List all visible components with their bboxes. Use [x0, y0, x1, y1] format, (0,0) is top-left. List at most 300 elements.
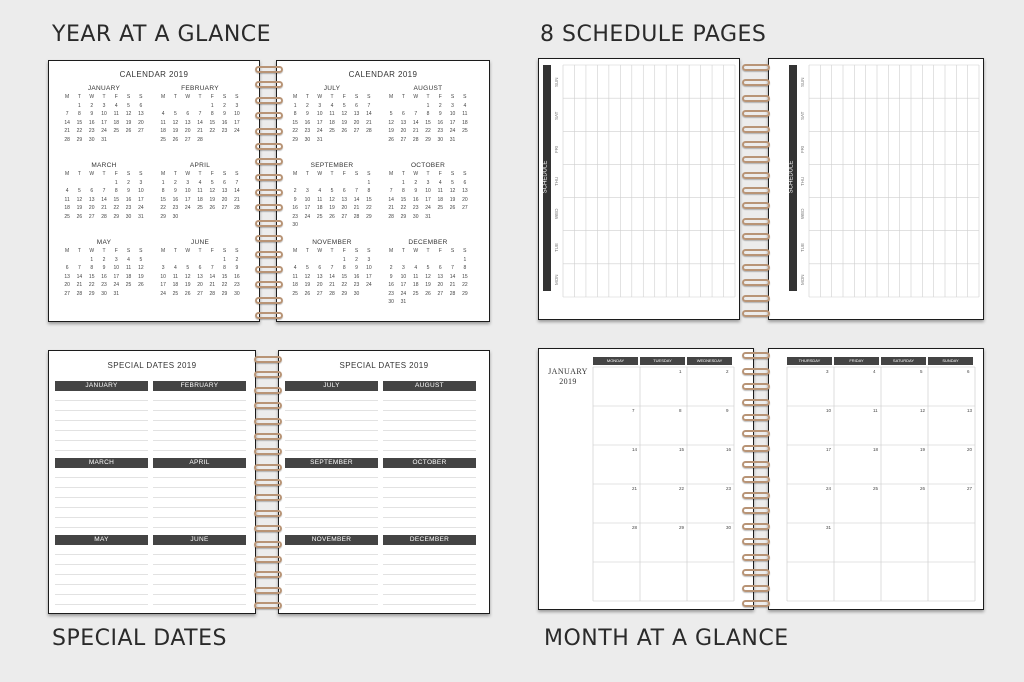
coil-ring [255, 112, 283, 119]
day-number: 13 [184, 119, 191, 126]
empty-day [157, 103, 169, 109]
day-number: 24 [138, 205, 144, 211]
weekday-header: S [450, 171, 455, 177]
special-dates-block [285, 458, 378, 528]
coil-ring [254, 356, 282, 363]
day-number: 17 [234, 119, 240, 126]
day-number: 5 [426, 265, 430, 271]
day-label: SAT [800, 111, 805, 120]
day-number: 6 [186, 111, 190, 117]
coil-ring [254, 433, 282, 440]
heading-schedule-pages: 8 SCHEDULE PAGES [540, 22, 767, 47]
day-number: 10 [160, 273, 166, 280]
day-number: 8 [78, 111, 81, 117]
day-number: 3 [367, 256, 371, 263]
day-number: 30 [172, 213, 179, 220]
empty-day [301, 257, 313, 263]
empty-day [169, 257, 181, 263]
day-number: 15 [113, 196, 120, 203]
month-header-bar: SEPTEMBER [285, 458, 378, 468]
day-number: 9 [389, 273, 393, 280]
month-header-bar: MAY [55, 535, 148, 545]
day-number: 16 [388, 282, 394, 288]
day-number: 23 [412, 205, 419, 211]
month-grid [539, 349, 754, 610]
writing-line [55, 498, 148, 508]
weekday-header: S [126, 248, 131, 254]
day-number: 31 [400, 299, 407, 305]
weekday-header-bar: SATURDAY [881, 357, 926, 365]
day-number: 16 [101, 273, 107, 280]
day-number: 15 [400, 196, 407, 203]
coil-ring [255, 143, 283, 150]
writing-line [55, 468, 148, 478]
day-number: 25 [64, 213, 70, 220]
special-dates-title-left: SPECIAL DATES 2019 [107, 361, 197, 370]
date-number: 4 [873, 369, 876, 374]
day-number: 9 [235, 265, 239, 271]
month-grid [61, 248, 147, 297]
day-number: 17 [184, 196, 191, 203]
day-number: 19 [425, 282, 431, 288]
month-header-bar: MARCH [55, 458, 148, 468]
day-number: 8 [293, 111, 297, 117]
coil-ring [742, 279, 770, 286]
weekday-header: S [367, 171, 371, 177]
schedule-label: SCHEDULE [542, 160, 549, 194]
day-number: 17 [113, 273, 120, 280]
day-number: 14 [366, 111, 372, 117]
date-number: 27 [967, 486, 973, 491]
day-number: 6 [355, 102, 358, 109]
day-number: 24 [160, 290, 166, 297]
day-number: 18 [172, 282, 179, 288]
day-number: 26 [209, 205, 216, 211]
month-name: APRIL [189, 162, 211, 169]
coil-ring [254, 587, 282, 594]
day-number: 2 [90, 102, 94, 109]
empty-day [194, 257, 206, 263]
day-number: 26 [425, 290, 431, 297]
day-number: 11 [413, 273, 419, 280]
weekday-header-bar: WEDNESDAY [687, 357, 732, 365]
empty-day [61, 180, 73, 186]
day-number: 29 [400, 213, 407, 220]
spiral-coil [252, 356, 284, 612]
month-name: DECEMBER [408, 239, 448, 246]
day-number: 29 [160, 213, 166, 220]
day-number: 6 [463, 179, 467, 186]
day-number: 2 [235, 256, 239, 263]
day-number: 30 [88, 136, 95, 143]
weekday-header: S [463, 171, 467, 177]
day-number: 25 [160, 136, 166, 143]
weekday-header: F [114, 171, 118, 177]
day-number: 8 [161, 188, 165, 194]
writing-line [153, 441, 246, 451]
day-number: 4 [174, 265, 177, 271]
day-number: 28 [388, 213, 394, 220]
weekday-header: F [114, 248, 118, 254]
day-number: 13 [462, 188, 468, 194]
day-number: 15 [88, 273, 95, 280]
weekday-header: T [77, 248, 81, 254]
weekday-header: S [367, 94, 371, 100]
day-number: 23 [437, 128, 444, 134]
day-number: 7 [102, 188, 106, 194]
day-number: 17 [316, 119, 323, 126]
day-number: 6 [402, 111, 405, 117]
month-name: OCTOBER [410, 162, 446, 169]
day-number: 10 [425, 188, 431, 194]
day-number: 21 [366, 119, 372, 126]
coil-ring [742, 399, 770, 406]
day-number: 3 [451, 102, 454, 109]
day-number: 2 [223, 102, 226, 109]
day-number: 8 [210, 111, 214, 117]
day-number: 12 [184, 273, 191, 280]
month-calendar [289, 162, 375, 228]
date-number: 22 [679, 486, 685, 491]
day-number: 10 [138, 188, 144, 194]
coil-ring [742, 352, 770, 359]
day-number: 10 [400, 273, 407, 280]
date-number: 16 [726, 447, 732, 452]
day-number: 16 [292, 205, 298, 211]
writing-line [153, 575, 246, 585]
day-number: 10 [234, 111, 240, 117]
day-number: 3 [402, 265, 405, 271]
coil-ring [254, 602, 282, 609]
day-number: 19 [388, 128, 394, 134]
writing-line [153, 421, 246, 431]
day-number: 12 [76, 196, 83, 203]
day-number: 22 [462, 282, 468, 288]
coil-ring [255, 266, 283, 273]
day-number: 14 [209, 273, 216, 280]
day-number: 27 [64, 290, 70, 297]
date-number: 11 [873, 408, 878, 413]
date-number: 23 [726, 486, 732, 491]
day-number: 8 [463, 265, 467, 271]
day-number: 20 [462, 196, 468, 203]
coil-ring [742, 295, 770, 302]
day-number: 17 [400, 282, 407, 288]
writing-line [285, 575, 378, 585]
day-number: 19 [76, 205, 83, 211]
day-number: 23 [304, 128, 311, 134]
day-number: 11 [292, 273, 298, 280]
day-number: 1 [367, 179, 371, 186]
empty-day [385, 257, 397, 263]
weekday-header: T [102, 94, 106, 100]
day-number: 3 [114, 256, 118, 263]
coil-ring [254, 371, 282, 378]
day-number: 4 [438, 179, 442, 186]
coil-ring [742, 414, 770, 421]
weekday-header: S [139, 248, 143, 254]
day-number: 6 [223, 179, 226, 186]
day-number: 5 [306, 265, 309, 271]
date-number: 6 [967, 369, 970, 374]
day-number: 19 [125, 119, 132, 126]
empty-day [434, 257, 446, 263]
month-grid [157, 248, 243, 297]
day-number: 24 [316, 128, 323, 134]
month-name: SEPTEMBER [310, 162, 354, 169]
day-number: 27 [197, 290, 203, 297]
day-number: 8 [90, 265, 94, 271]
month-header-bar: OCTOBER [383, 458, 476, 468]
day-number: 23 [388, 290, 394, 297]
day-number: 12 [425, 273, 431, 280]
day-number: 29 [341, 290, 348, 297]
day-number: 4 [463, 102, 467, 109]
day-number: 28 [64, 136, 70, 143]
day-number: 3 [161, 265, 165, 271]
weekday-header: S [222, 248, 227, 254]
day-number: 31 [113, 290, 120, 297]
empty-day [61, 103, 73, 109]
empty-day [86, 180, 98, 186]
special-dates-right-page [278, 350, 490, 614]
writing-line [285, 545, 378, 555]
day-number: 22 [425, 128, 431, 134]
day-number: 31 [449, 136, 456, 143]
coil-ring [254, 556, 282, 563]
weekday-header: T [77, 171, 81, 177]
writing-line [383, 545, 476, 555]
month-name: AUGUST [413, 85, 443, 92]
coil-ring [742, 95, 770, 102]
writing-line [383, 585, 476, 595]
empty-day [385, 103, 397, 109]
day-number: 25 [412, 290, 419, 297]
day-number: 16 [412, 196, 419, 203]
day-number: 15 [462, 273, 468, 280]
day-number: 15 [160, 196, 166, 203]
day-number: 6 [342, 188, 346, 194]
day-number: 5 [330, 188, 334, 194]
day-number: 23 [221, 128, 228, 134]
month-header-bar: APRIL [153, 458, 246, 468]
special-dates-title-right: SPECIAL DATES 2019 [339, 361, 429, 370]
day-number: 20 [184, 128, 191, 134]
day-number: 28 [76, 290, 83, 297]
coil-ring [742, 476, 770, 483]
day-number: 20 [221, 196, 228, 203]
day-number: 14 [101, 196, 107, 203]
empty-day [397, 103, 409, 109]
writing-line [383, 468, 476, 478]
day-number: 20 [64, 282, 70, 288]
month-year: 2019 [559, 377, 577, 386]
weekday-header: W [89, 171, 95, 177]
weekday-header: T [401, 248, 405, 254]
coil-ring [255, 81, 283, 88]
day-number: 14 [449, 273, 456, 280]
weekday-header: T [77, 94, 81, 100]
day-number: 4 [161, 111, 165, 117]
day-number: 7 [78, 265, 81, 271]
weekday-header: F [342, 248, 346, 254]
date-number: 20 [967, 447, 973, 452]
day-number: 29 [221, 290, 228, 297]
month-header-bar: AUGUST [383, 381, 476, 391]
day-number: 15 [221, 273, 228, 280]
special-dates-left-page [48, 350, 256, 614]
date-number: 19 [920, 447, 926, 452]
writing-line [153, 508, 246, 518]
year-left-page [48, 60, 260, 322]
day-number: 20 [400, 128, 407, 134]
writing-line [285, 595, 378, 605]
coil-ring [742, 585, 770, 592]
writing-line [383, 518, 476, 528]
day-number: 9 [438, 111, 442, 117]
day-number: 19 [184, 282, 191, 288]
day-number: 14 [388, 196, 394, 203]
weekday-header: F [210, 248, 214, 254]
day-number: 24 [234, 128, 240, 134]
day-number: 1 [161, 179, 165, 186]
day-number: 2 [438, 102, 442, 109]
month-header-bar: JULY [285, 381, 378, 391]
writing-line [285, 391, 378, 401]
writing-line [383, 498, 476, 508]
day-number: 11 [317, 196, 323, 203]
writing-line [285, 441, 378, 451]
day-number: 27 [184, 136, 191, 143]
day-number: 7 [414, 111, 418, 117]
day-number: 13 [400, 119, 407, 126]
month-grid [385, 171, 471, 220]
weekday-header: S [126, 171, 131, 177]
weekday-header: S [450, 248, 455, 254]
day-number: 20 [138, 119, 144, 126]
day-number: 1 [293, 102, 297, 109]
schedule-label: SCHEDULE [788, 160, 795, 194]
weekday-header: W [317, 248, 323, 254]
month-header-bar: NOVEMBER [285, 535, 378, 545]
day-number: 18 [462, 119, 468, 126]
date-number: 17 [826, 447, 832, 452]
month-grid [769, 349, 984, 610]
month-grid [289, 248, 375, 297]
weekday-header: S [222, 171, 227, 177]
special-dates-block [153, 458, 246, 528]
writing-line [153, 595, 246, 605]
day-number: 13 [353, 111, 360, 117]
empty-day [410, 257, 422, 263]
day-number: 21 [76, 282, 83, 288]
day-number: 17 [425, 196, 431, 203]
writing-line [55, 421, 148, 431]
coil-ring [742, 187, 770, 194]
weekday-header: T [173, 171, 177, 177]
day-number: 15 [366, 196, 372, 203]
weekday-header: M [293, 248, 298, 254]
day-number: 22 [292, 128, 298, 134]
weekday-header: T [173, 94, 177, 100]
day-number: 20 [316, 282, 323, 288]
day-number: 15 [292, 119, 298, 126]
weekday-header: T [198, 248, 202, 254]
day-number: 17 [160, 282, 166, 288]
day-number: 14 [234, 188, 240, 194]
day-label: WED [800, 208, 805, 220]
day-number: 12 [449, 188, 456, 194]
day-number: 9 [223, 111, 226, 117]
day-number: 30 [292, 222, 298, 228]
day-number: 14 [64, 119, 70, 126]
writing-line [383, 441, 476, 451]
weekday-header: M [161, 171, 166, 177]
month-grid [157, 171, 243, 220]
day-number: 30 [437, 136, 444, 143]
day-number: 9 [355, 265, 358, 271]
coil-ring [254, 525, 282, 532]
coil-ring [742, 233, 770, 240]
writing-line [285, 498, 378, 508]
month-name: NOVEMBER [312, 239, 352, 246]
day-number: 12 [125, 111, 132, 117]
day-number: 21 [329, 282, 335, 288]
empty-day [326, 180, 338, 186]
writing-line [285, 585, 378, 595]
day-number: 4 [318, 188, 322, 194]
empty-day [289, 257, 301, 263]
day-number: 4 [293, 265, 297, 271]
day-number: 12 [388, 119, 394, 126]
coil-ring [742, 218, 770, 225]
day-number: 16 [437, 119, 444, 126]
writing-line [153, 468, 246, 478]
day-number: 9 [293, 196, 297, 203]
day-number: 30 [234, 290, 240, 297]
writing-line [285, 411, 378, 421]
writing-line [153, 401, 246, 411]
schedule-right-page [768, 58, 984, 320]
day-number: 18 [412, 282, 419, 288]
day-number: 21 [449, 282, 456, 288]
day-number: 6 [318, 265, 322, 271]
weekday-header: S [463, 248, 467, 254]
day-number: 25 [172, 290, 179, 297]
day-number: 22 [209, 128, 216, 134]
month-grid [385, 94, 471, 143]
date-number: 1 [679, 369, 682, 374]
empty-day [446, 257, 458, 263]
day-number: 8 [223, 265, 226, 271]
day-number: 1 [402, 179, 405, 186]
day-number: 7 [65, 111, 69, 117]
day-number: 5 [186, 265, 190, 271]
day-number: 22 [113, 205, 120, 211]
writing-line [383, 401, 476, 411]
weekday-header: F [438, 94, 442, 100]
day-number: 28 [412, 136, 419, 143]
month-calendar [289, 85, 375, 143]
day-number: 29 [366, 213, 372, 220]
weekday-header: S [235, 248, 239, 254]
day-number: 2 [102, 256, 106, 263]
day-number: 18 [125, 273, 132, 280]
day-number: 30 [304, 136, 311, 143]
day-number: 24 [425, 205, 431, 211]
empty-day [194, 103, 206, 109]
writing-line [55, 431, 148, 441]
